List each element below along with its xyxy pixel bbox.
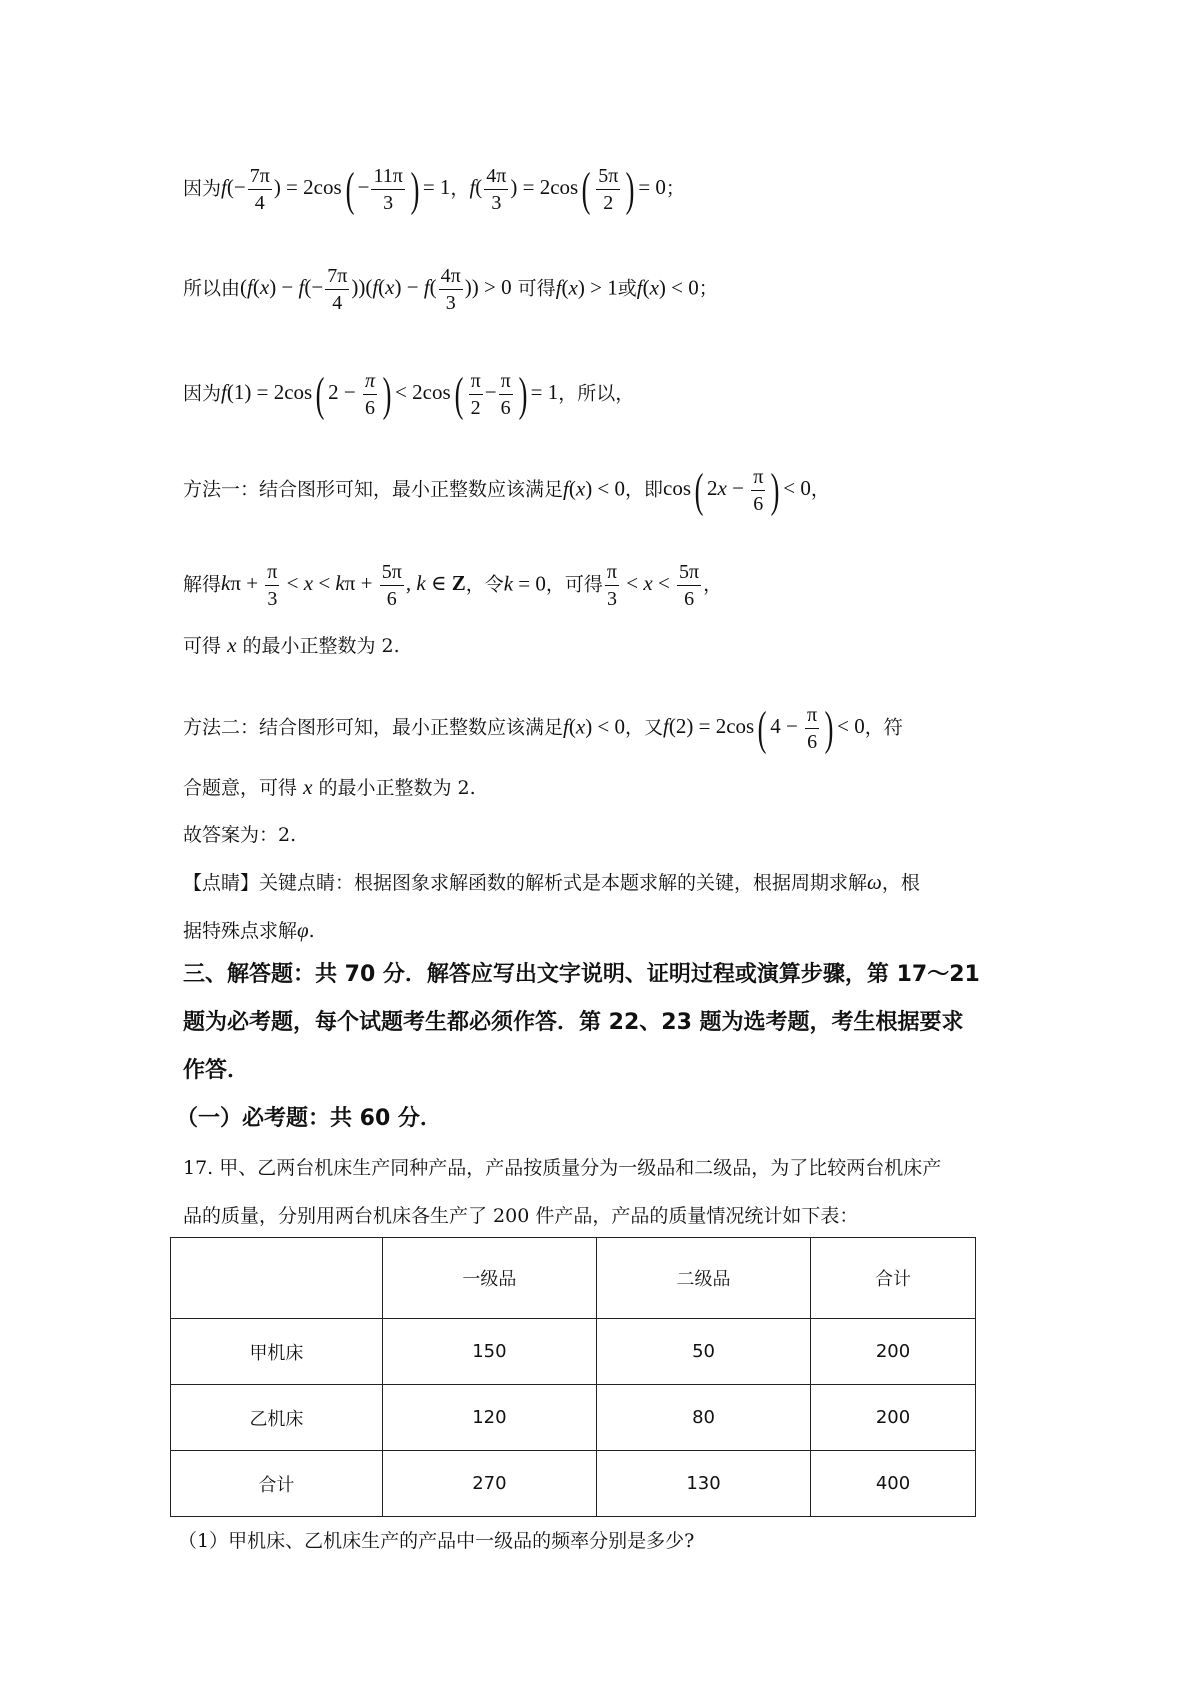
text: 的最小正整数为 2. xyxy=(242,635,400,657)
table-cell: 120 xyxy=(382,1385,596,1451)
text: ，可得 xyxy=(545,573,603,596)
text: ，又 xyxy=(625,716,664,739)
problem-17-line-2 xyxy=(183,1203,858,1229)
math-expr: f(x) < 0 xyxy=(563,714,626,739)
table-cell: 甲机床 xyxy=(171,1319,383,1385)
text: 17. 甲、乙两台机床生产同种产品，产品按质量分为一级品和二级品，为了比较两台机床产 xyxy=(183,1157,942,1179)
section-heading-line-3 xyxy=(183,1058,249,1084)
text: 所以由 xyxy=(183,277,241,300)
text: 可得 xyxy=(517,277,556,300)
table-cell: 150 xyxy=(382,1319,596,1385)
solution-line-6 xyxy=(183,632,400,659)
table-cell: 200 xyxy=(811,1319,976,1385)
table-header-cell: 一级品 xyxy=(382,1238,596,1319)
quality-table xyxy=(170,1237,976,1517)
text: 三、解答题：共 70 分．解答应写出文字说明、证明过程或演算步骤，第 17～21 xyxy=(183,962,980,987)
math-expr: x xyxy=(303,775,313,799)
text: 【点睛】关键点睛：根据图象求解函数的解析式是本题求解的关键，根据周期求解 xyxy=(183,872,868,894)
math-expr: kπ + $\frac{\pi}{3}$ < x < kπ + $\frac{5\pi}{6}$ , k ∈ Z xyxy=(221,561,466,610)
table-cell: 乙机床 xyxy=(171,1385,383,1451)
key-point-line-1 xyxy=(183,869,920,896)
table-header-row xyxy=(171,1238,976,1319)
table-cell: 合计 xyxy=(171,1451,383,1517)
math-expr: f(− $\frac{7\pi}{4}$ ) = 2cos( − $\frac{11\pi}{3}$ ) = 1 xyxy=(221,162,451,216)
solution-line-8 xyxy=(183,774,476,801)
table-cell: 200 xyxy=(811,1385,976,1451)
subsection-heading xyxy=(176,1106,442,1132)
text: ，所以， xyxy=(558,382,635,405)
text: ， xyxy=(810,478,830,501)
text: 因为 xyxy=(183,382,222,405)
text: ，符 xyxy=(864,716,903,739)
math-expr: f( $\frac{4\pi}{3}$ ) = 2cos( $\frac{5\pi}{2}$ ) = 0 xyxy=(469,162,666,216)
text: 故答案为：2. xyxy=(183,824,297,846)
text: ； xyxy=(665,177,685,200)
table-header-cell xyxy=(171,1238,383,1319)
solution-line-4 xyxy=(183,463,830,517)
solution-line-5 xyxy=(183,561,722,610)
table-row xyxy=(171,1451,976,1517)
math-expr: f(1) = 2cos( 2 − $\frac{\pi}{6}$ ) < 2cos( $\frac{\pi}{2}$ − $\frac{\pi}{6}$ ) = 1 xyxy=(221,367,559,421)
text: ； xyxy=(698,277,718,300)
text: 品的质量，分别用两台机床各生产了 200 件产品，产品的质量情况统计如下表： xyxy=(183,1205,859,1227)
math-expr: f(x) < 0 xyxy=(563,476,626,501)
text: 可得 xyxy=(183,635,222,657)
text: 的最小正整数为 2. xyxy=(318,777,476,799)
table-header-cell: 二级品 xyxy=(596,1238,810,1319)
text: 因为 xyxy=(183,177,222,200)
text: 解得 xyxy=(183,573,222,596)
answer-line xyxy=(183,822,296,848)
section-heading-line-2 xyxy=(183,1010,964,1036)
math-expr: f(x) < 0 xyxy=(636,275,699,300)
key-point-line-2 xyxy=(183,917,315,944)
table-row xyxy=(171,1385,976,1451)
text: （一）必考题：共 60 分． xyxy=(176,1106,442,1131)
table-cell: 400 xyxy=(811,1451,976,1517)
text: 方法一：结合图形可知，最小正整数应该满足 xyxy=(183,478,564,501)
solution-line-2 xyxy=(183,265,718,314)
table-cell: 50 xyxy=(596,1319,810,1385)
table-cell: 80 xyxy=(596,1385,810,1451)
table-cell: 270 xyxy=(382,1451,596,1517)
math-expr: $\frac{\pi}{3}$ < x < $\frac{5\pi}{6}$ xyxy=(606,561,700,610)
math-expr: k = 0 xyxy=(503,571,546,596)
math-expr: ω xyxy=(867,870,882,894)
text: 题为必考题，每个试题考生都必须作答．第 22、23 题为选考题，考生根据要求 xyxy=(183,1010,964,1035)
text: ，根 xyxy=(881,872,920,894)
problem-17-line-1 xyxy=(183,1155,941,1181)
text: ， xyxy=(450,177,470,200)
solution-line-1 xyxy=(183,162,685,216)
solution-line-7 xyxy=(183,701,903,755)
text: （1）甲机床、乙机床生产的产品中一级品的频率分别是多少? xyxy=(178,1530,695,1552)
text: . xyxy=(308,920,315,942)
table-row xyxy=(171,1319,976,1385)
math-expr: x xyxy=(227,633,237,657)
text: ， xyxy=(703,573,723,596)
text: 据特殊点求解 xyxy=(183,920,298,942)
math-expr: cos( 2x − $\frac{\pi}{6}$ ) < 0 xyxy=(663,463,811,517)
text: ，即 xyxy=(625,478,664,501)
question-1 xyxy=(178,1528,694,1554)
table-cell: 130 xyxy=(596,1451,810,1517)
solution-line-3 xyxy=(183,367,635,421)
text: 或 xyxy=(617,277,637,300)
math-expr: f(2) = 2cos( 4 − $\frac{\pi}{6}$ ) < 0 xyxy=(663,701,865,755)
text: 作答． xyxy=(183,1058,250,1083)
math-expr: (f(x) − f(− $\frac{7\pi}{4}$ ))(f(x) − f( $\frac{4\pi}{3}$ )) > 0 xyxy=(240,265,512,314)
text: ，令 xyxy=(465,573,504,596)
section-heading-line-1 xyxy=(183,962,980,988)
math-expr: f(x) > 1 xyxy=(555,275,618,300)
math-expr: φ xyxy=(297,918,309,942)
text: 方法二：结合图形可知，最小正整数应该满足 xyxy=(183,716,564,739)
text: 合题意，可得 xyxy=(183,777,298,799)
table-header-cell: 合计 xyxy=(811,1238,976,1319)
